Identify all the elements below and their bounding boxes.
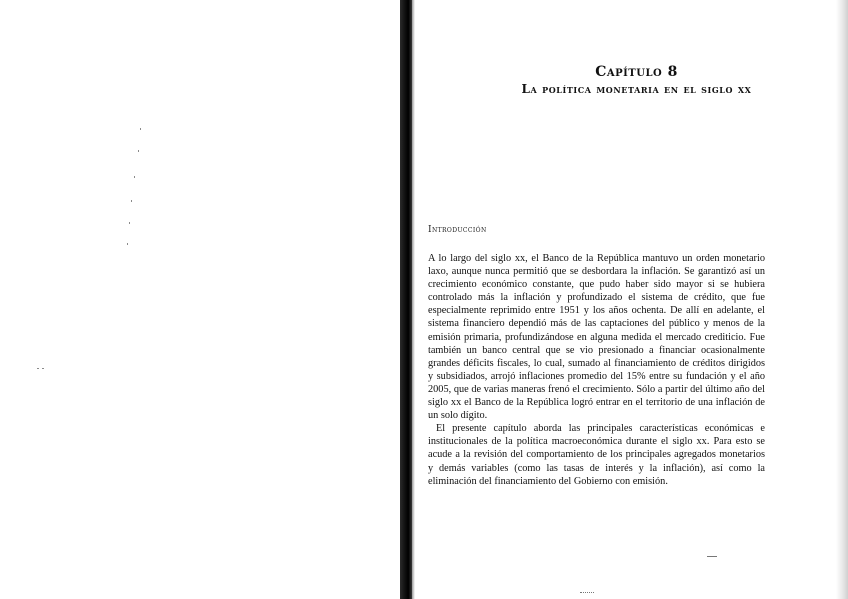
scan-mark [707,556,717,557]
body-text [428,252,765,488]
scan-speck [138,150,139,152]
chapter-number: Capítulo 8 [595,64,678,80]
scan-speck [131,200,132,202]
scan-speck [42,368,44,369]
chapter-heading [415,64,836,97]
paragraph: El presente capítulo aborda las principales características económicas e institucionales de la política macroeconómica durante el siglo xx. Para esto se acude a la revisión del comportamiento de los principales agregados monetarios y demás variables (como las tasas de interés y la inflación), así como la eliminación del financiamiento del Gobierno con emisión. [428,423,765,487]
scan-speck [129,222,130,224]
right-page [415,0,836,599]
page-folio-mark [580,592,594,594]
page-edge-shadow [836,0,848,599]
paragraph: A lo largo del siglo xx, el Banco de la República mantuvo un orden monetario laxo, aunque nunca permitió que se desbordara la inflación. Se garantizó así un crecimiento económico constante, que pudo haber sido mayor si se hubiera controlado más la inflación y profundizado el sistema de crédito, que fue especialmente reprimido entre 1951 y los años ochenta. De allí en adelante, el sistema financiero dependió más de las captaciones del público y menos de la emisión primaria, profundizándose en alguna medida el mercado crediticio. Fue también un banco central que se vio presionado a financiar ocasionalmente grandes déficits fiscales, lo cual, sumado al financiamiento de créditos dirigidos y subsidiados, arrojó inflaciones promedio del 15% entre su fundación y el año 2005, que de varias maneras frenó el crecimiento. Sólo a partir del último año del siglo xx el Banco de la República logró entrar en el territorio de una inflación de un solo dígito. [428,253,765,422]
scan-speck [37,368,39,369]
scan-speck [134,176,135,178]
left-page-blank [0,0,400,599]
scan-speck [127,243,128,245]
scan-speck [140,128,141,130]
book-gutter [400,0,412,599]
section-heading: Introducción [428,225,487,235]
chapter-title: La política monetaria en el siglo xx [521,82,752,96]
